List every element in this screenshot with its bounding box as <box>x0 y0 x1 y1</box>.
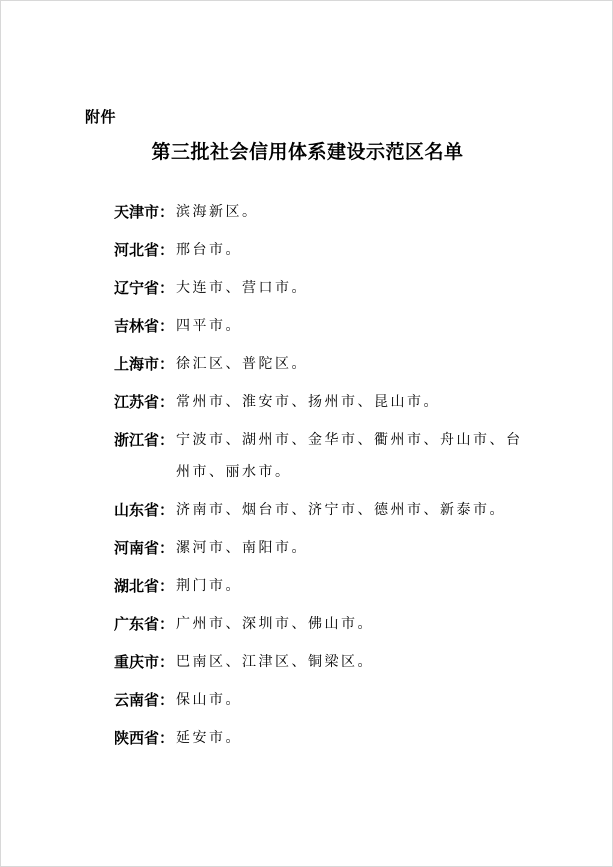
province-label: 云南省： <box>114 691 175 709</box>
list-item <box>114 646 534 678</box>
province-label: 江苏省： <box>114 393 175 411</box>
province-label: 重庆市： <box>114 653 175 671</box>
city-list: 徐汇区、普陀区。 <box>176 356 308 372</box>
list-item <box>114 310 534 342</box>
province-label: 广东省： <box>114 615 175 633</box>
city-list: 巴南区、江津区、铜梁区。 <box>176 654 374 670</box>
province-label: 浙江省： <box>114 431 175 449</box>
province-label: 河北省： <box>114 241 175 259</box>
city-list: 邢台市。 <box>176 242 242 258</box>
city-list: 保山市。 <box>176 692 242 708</box>
attachment-label: 附件 <box>85 108 117 126</box>
city-list: 延安市。 <box>176 730 242 746</box>
document-title: 第三批社会信用体系建设示范区名单 <box>151 141 464 163</box>
list-item <box>114 570 534 602</box>
city-list: 滨海新区。 <box>176 204 259 220</box>
list-item <box>114 272 534 304</box>
province-label: 上海市： <box>114 355 175 373</box>
city-list: 广州市、深圳市、佛山市。 <box>176 616 374 632</box>
city-list: 济南市、烟台市、济宁市、德州市、新泰市。 <box>176 502 506 518</box>
city-list: 宁波市、湖州市、金华市、衢州市、舟山市、台州市、丽水市。 <box>176 432 523 480</box>
list-item <box>114 608 534 640</box>
list-item <box>114 386 534 418</box>
list-item <box>114 424 534 488</box>
city-list: 荆门市。 <box>176 578 242 594</box>
list-item <box>114 196 534 228</box>
city-list: 大连市、营口市。 <box>176 280 308 296</box>
list-item <box>114 234 534 266</box>
province-label: 天津市： <box>114 203 175 221</box>
province-label: 湖北省： <box>114 577 175 595</box>
province-label: 河南省： <box>114 539 175 557</box>
province-label: 吉林省： <box>114 317 175 335</box>
list-item <box>114 532 534 564</box>
city-list: 漯河市、南阳市。 <box>176 540 308 556</box>
province-label: 陕西省： <box>114 729 175 747</box>
list-item <box>114 684 534 716</box>
list-item <box>114 494 534 526</box>
province-label: 山东省： <box>114 501 175 519</box>
province-label: 辽宁省： <box>114 279 175 297</box>
city-list: 常州市、淮安市、扬州市、昆山市。 <box>176 394 440 410</box>
list-item <box>114 722 534 754</box>
city-list: 四平市。 <box>176 318 242 334</box>
list-item <box>114 348 534 380</box>
demonstration-zone-list <box>114 196 534 760</box>
